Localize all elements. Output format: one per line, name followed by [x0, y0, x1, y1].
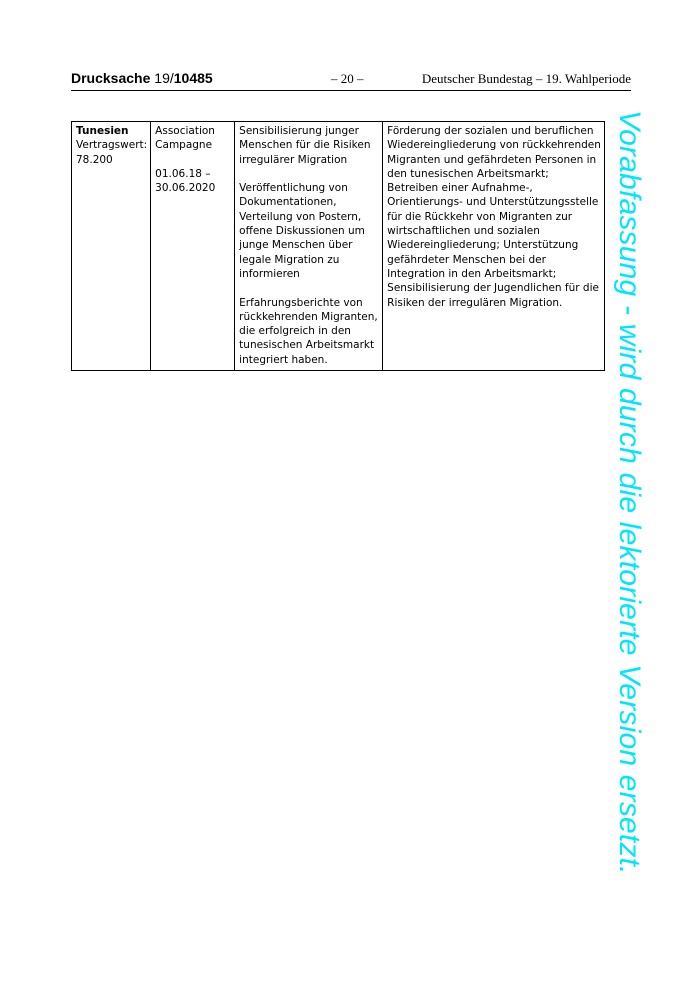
partner-name: Association Campagne: [155, 125, 215, 152]
measure-item: Sensibilisierung junger Menschen für die Risiken irregulärer Migration: [239, 125, 371, 166]
document-reference: [71, 70, 213, 86]
date-end: 30.06.2020: [155, 182, 216, 195]
goals-cell: [383, 122, 605, 371]
measure-item: Veröffentlichung von Dokumentationen, Verteilung von Postern, offene Diskussionen um junge Menschen über legale Migration zu informieren: [239, 182, 365, 280]
contract-label: Vertragswert:: [76, 139, 148, 152]
date-start: 01.06.18 –: [155, 167, 211, 180]
country-name: Tunesien: [76, 125, 129, 137]
page-header: [71, 70, 631, 91]
publisher-line: Deutscher Bundestag – 19. Wahlperiode: [421, 71, 631, 86]
doc-number-prefix: 19/: [154, 70, 174, 86]
doc-label: Drucksache: [71, 70, 155, 86]
page-number: – 20 –: [331, 71, 364, 86]
contract-value: 78.200: [76, 153, 113, 166]
measures-cell: [235, 122, 383, 371]
doc-number: 10485: [173, 70, 213, 86]
goals-text: Förderung der sozialen und beruflichen Wiedereingliederung von rückkehrenden Migranten und gefährdeten Personen in den tunesischen Arbeitsmarkt; Betreiben einer Aufnahme-, Orientierungs- und Unterstützungsstelle für die Rückkehr von Migranten zur wirtschaftlichen und sozialen Wiedereingliederung; Unterstützung gefährdeter Menschen bei der Integration in den Arbeitsmarkt; Sensibilisierung der Jugendlichen für die Risiken der irregulären Migration.: [387, 125, 601, 309]
partner-cell: [151, 122, 235, 371]
draft-watermark: Vorabfassung - wird durch die lektorierte Version ersetzt.: [613, 110, 646, 875]
table-row: [72, 122, 605, 371]
measure-item: Erfahrungsberichte von rückkehrenden Migranten, die erfolgreich in den tunesischen Arbeitsmarkt integriert haben.: [239, 296, 378, 366]
project-table: [71, 121, 605, 371]
country-cell: [72, 122, 151, 371]
